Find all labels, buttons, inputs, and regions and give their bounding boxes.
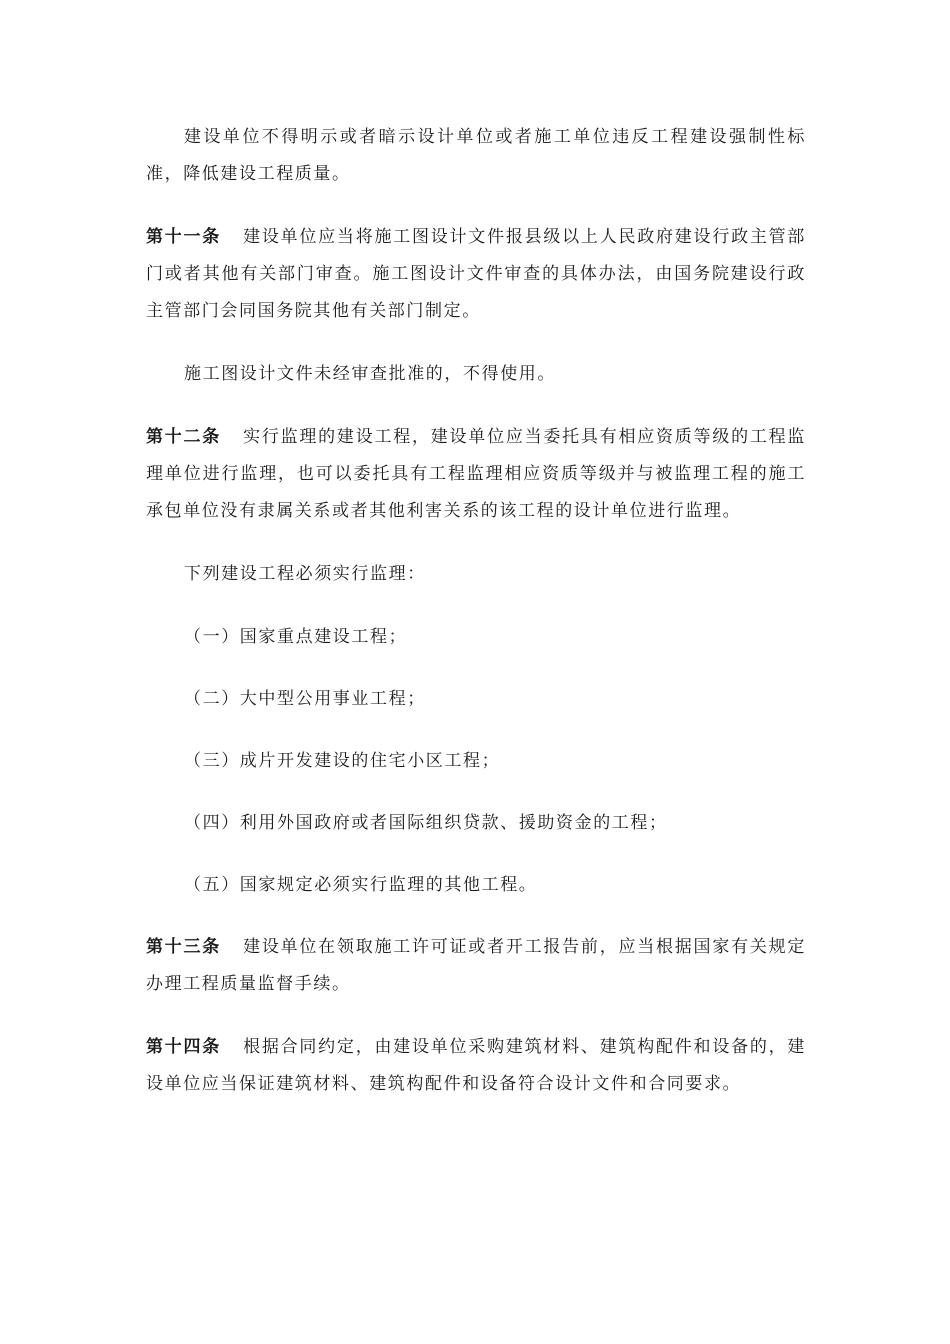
list-item — [146, 619, 806, 656]
article-label: 第十三条 — [146, 937, 222, 957]
list-item — [146, 681, 806, 718]
list-item — [146, 743, 806, 780]
list-item — [146, 805, 806, 842]
article-text: 根据合同约定，由建设单位采购建筑材料、建筑构配件和设备的，建设单位应当保证建筑材料、建筑构配件和设备符合设计文件和合同要求。 — [146, 1037, 806, 1094]
list-item-text: （五）国家规定必须实行监理的其他工程。 — [184, 875, 538, 895]
paragraph-text: 建设单位不得明示或者暗示设计单位或者施工单位违反工程建设强制性标准，降低建设工程质量。 — [146, 127, 806, 184]
list-item-text: （二）大中型公用事业工程； — [184, 689, 426, 709]
article-text: 建设单位应当将施工图设计文件报县级以上人民政府建设行政主管部门或者其他有关部门审查。施工图设计文件审查的具体办法，由国务院建设行政主管部门会同国务院其他有关部门制定。 — [146, 227, 806, 321]
article-14 — [146, 1029, 806, 1103]
paragraph-text: 施工图设计文件未经审查批准的，不得使用。 — [184, 364, 556, 384]
paragraph-text: 下列建设工程必须实行监理： — [184, 564, 426, 584]
article-11 — [146, 219, 806, 330]
list-item-text: （三）成片开发建设的住宅小区工程； — [184, 751, 501, 771]
document-body — [146, 119, 806, 1129]
article-12 — [146, 419, 806, 530]
list-item — [146, 867, 806, 904]
article-label: 第十一条 — [146, 227, 222, 247]
paragraph — [146, 356, 806, 393]
article-label: 第十二条 — [146, 427, 222, 447]
paragraph — [146, 119, 806, 193]
paragraph — [146, 556, 806, 593]
list-item-text: （一）国家重点建设工程； — [184, 627, 408, 647]
article-13 — [146, 929, 806, 1003]
article-text: 实行监理的建设工程，建设单位应当委托具有相应资质等级的工程监理单位进行监理，也可以委托具有工程监理相应资质等级并与被监理工程的施工承包单位没有隶属关系或者其他利害关系的该工程的设计单位进行监理。 — [146, 427, 806, 521]
article-label: 第十四条 — [146, 1037, 222, 1057]
list-item-text: （四）利用外国政府或者国际组织贷款、援助资金的工程； — [184, 813, 668, 833]
article-text: 建设单位在领取施工许可证或者开工报告前，应当根据国家有关规定办理工程质量监督手续。 — [146, 937, 806, 994]
